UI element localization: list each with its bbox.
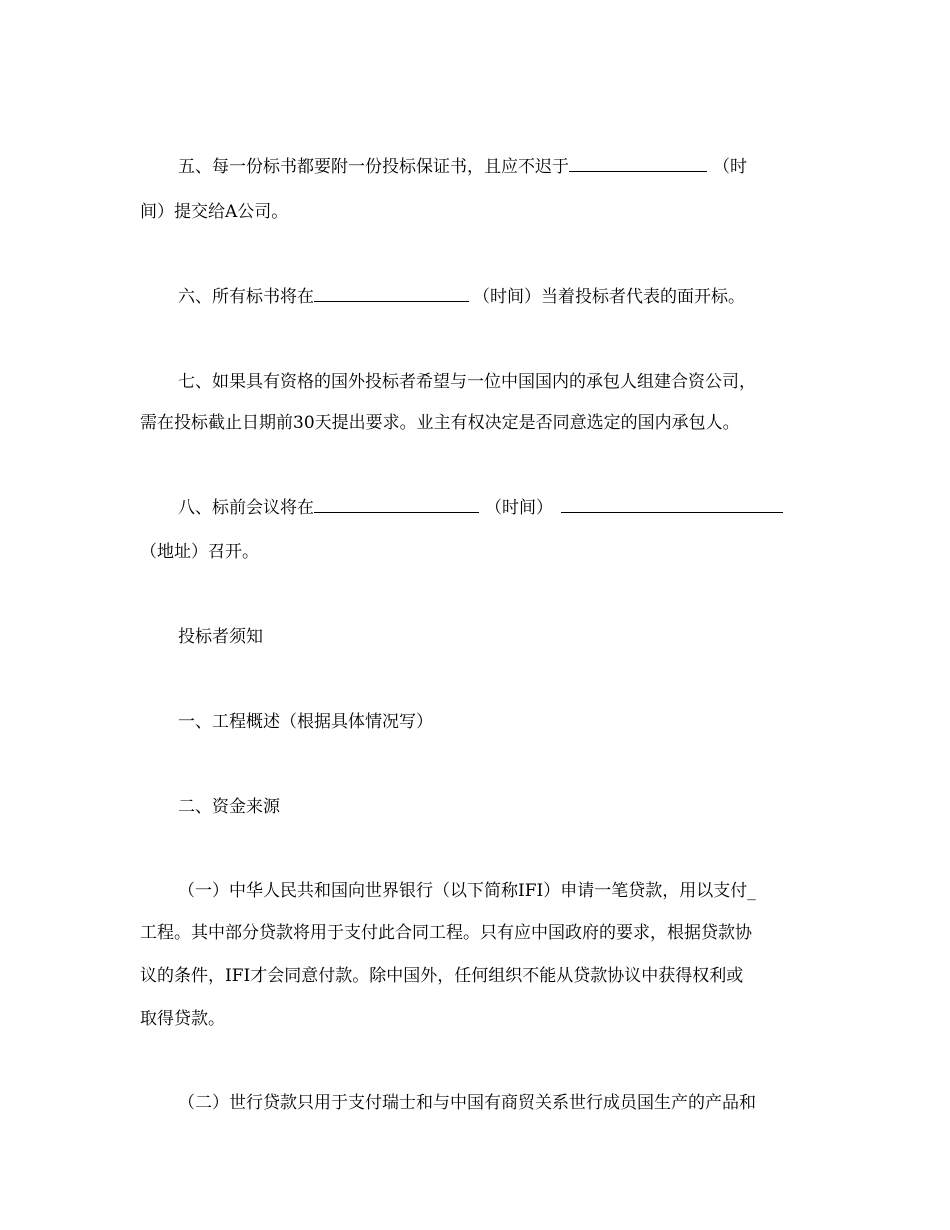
subsection-one-line4: 取得贷款。 xyxy=(140,1009,225,1029)
section-two-heading: 二、资金来源 xyxy=(178,797,280,817)
subsection-one-line3: 议的条件，IFI才会同意付款。除中国外，任何组织不能从贷款协议中获得权利或 xyxy=(140,966,744,986)
clause-five-prefix: 五、每一份标书都要附一份投标保证书，且应不迟于 xyxy=(178,157,569,177)
time-blank[interactable] xyxy=(314,498,479,513)
clause-eight-line1 xyxy=(178,497,783,519)
clause-five-suffix: （时 xyxy=(713,157,747,177)
subsection-two-line1: （二）世行贷款只用于支付瑞士和与中国有商贸关系世行成员国生产的产品和 xyxy=(178,1093,756,1113)
clause-seven-line2: 需在投标截止日期前30天提出要求。业主有权决定是否同意选定的国内承包人。 xyxy=(140,413,740,433)
time-blank[interactable] xyxy=(569,157,707,172)
time-blank[interactable] xyxy=(314,287,469,302)
subsection-one-line1: （一）中华人民共和国向世界银行（以下简称IFI）申请一笔贷款，用以支付_ xyxy=(178,881,756,901)
clause-eight-prefix: 八、标前会议将在 xyxy=(178,498,314,518)
clause-eight-middle: （时间） xyxy=(485,498,553,518)
address-blank[interactable] xyxy=(561,498,783,513)
clause-seven-line1: 七、如果具有资格的国外投标者希望与一位中国国内的承包人组建合资公司， xyxy=(178,372,756,392)
notice-title: 投标者须知 xyxy=(178,627,263,647)
clause-five-line2: 间）提交给A公司。 xyxy=(140,202,289,222)
clause-eight-line2: （地址）召开。 xyxy=(140,542,259,562)
clause-six-prefix: 六、所有标书将在 xyxy=(178,287,314,307)
section-one-heading: 一、工程概述（根据具体情况写） xyxy=(178,712,433,732)
subsection-one-line2: 工程。其中部分贷款将用于支付此合同工程。只有应中国政府的要求，根据贷款协 xyxy=(140,923,752,943)
clause-six-suffix: （时间）当着投标者代表的面开标。 xyxy=(473,287,745,307)
clause-six xyxy=(178,286,745,308)
clause-five-line1 xyxy=(178,156,747,178)
